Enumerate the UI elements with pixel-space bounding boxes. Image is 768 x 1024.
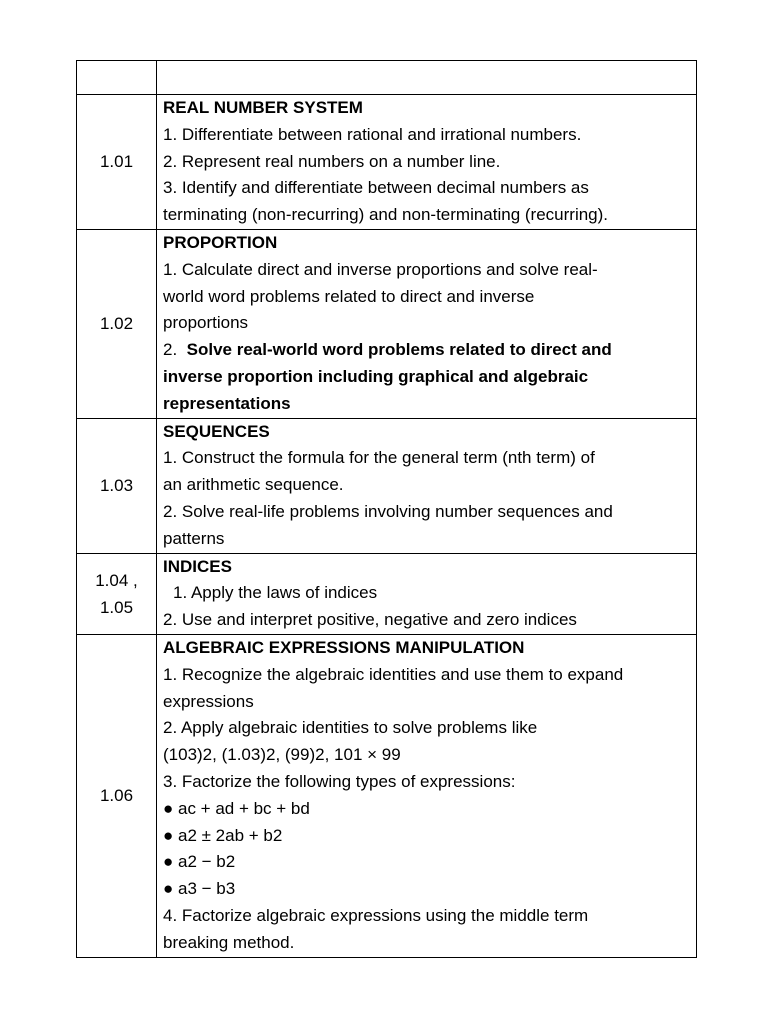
topic-line: breaking method. <box>163 932 295 952</box>
topic-line-bold: inverse proportion including graphical and algebraic <box>163 366 589 386</box>
item-prefix: 2. <box>163 340 178 360</box>
topic-line-bold: representations <box>163 393 291 413</box>
topic-content <box>157 634 697 957</box>
topic-number-text: 1.04 , <box>95 570 138 590</box>
bold-text: Solve real-world word problems related to direct and <box>186 340 612 360</box>
header-cell-number <box>77 61 157 95</box>
topic-title: PROPORTION <box>163 232 278 252</box>
topic-line: an arithmetic sequence. <box>163 475 344 495</box>
topic-number <box>77 418 157 553</box>
topic-line: patterns <box>163 528 225 548</box>
topic-line: 1. Calculate direct and inverse proportions and solve real- <box>163 259 598 279</box>
topic-title: REAL NUMBER SYSTEM <box>163 98 363 117</box>
syllabus-table <box>76 60 697 958</box>
table-row <box>77 553 697 634</box>
topic-line: ● ac + ad + bc + bd <box>163 798 310 818</box>
topic-title: INDICES <box>163 556 232 576</box>
topic-number-text: 1.03 <box>99 476 134 496</box>
topic-line: world word problems related to direct and inverse <box>163 286 535 306</box>
topic-title: SEQUENCES <box>163 421 270 441</box>
topic-number-text: 1.05 <box>99 597 134 617</box>
topic-content <box>157 418 697 553</box>
topic-number <box>77 229 157 418</box>
table-row <box>77 418 697 553</box>
header-row <box>77 61 697 95</box>
topic-number-text: 1.02 <box>99 314 134 334</box>
topic-line: 3. Identify and differentiate between decimal numbers as <box>163 178 589 198</box>
table-row <box>77 95 697 230</box>
topic-line: 2. Solve real-life problems involving number sequences and <box>163 501 613 521</box>
topic-number <box>77 634 157 957</box>
topic-line: 1. Construct the formula for the general term (nth term) of <box>163 448 595 468</box>
topic-line: 2. Apply algebraic identities to solve problems like <box>163 718 538 738</box>
topic-number <box>77 553 157 634</box>
topic-line: ● a2 ± 2ab + b2 <box>163 825 283 845</box>
topic-line: ● a3 − b3 <box>163 879 236 899</box>
table-row <box>77 634 697 957</box>
topic-line: 3. Factorize the following types of expressions: <box>163 771 516 791</box>
topic-line: 2. Represent real numbers on a number line. <box>163 151 501 171</box>
topic-line: (103)2, (1.03)2, (99)2, 101 × 99 <box>163 745 401 765</box>
topic-line: terminating (non-recurring) and non-terminating (recurring). <box>163 205 609 225</box>
topic-number-text: 1.01 <box>99 152 134 172</box>
topic-line: 4. Factorize algebraic expressions using the middle term <box>163 905 589 925</box>
topic-line-item2 <box>163 337 692 364</box>
topic-line: expressions <box>163 691 254 711</box>
topic-number-text: 1.06 <box>99 786 134 806</box>
topic-content <box>157 229 697 418</box>
topic-content <box>157 553 697 634</box>
table-row <box>77 229 697 418</box>
header-cell-content <box>157 61 697 95</box>
topic-line: proportions <box>163 313 249 333</box>
topic-line: 1. Differentiate between rational and irrational numbers. <box>163 124 582 144</box>
topic-title: ALGEBRAIC EXPRESSIONS MANIPULATION <box>163 637 525 657</box>
topic-line: 2. Use and interpret positive, negative and zero indices <box>163 610 577 630</box>
topic-content <box>157 95 697 230</box>
topic-line: 1. Apply the laws of indices <box>173 583 378 603</box>
topic-line: ● a2 − b2 <box>163 852 236 872</box>
topic-number <box>77 95 157 230</box>
topic-line: 1. Recognize the algebraic identities and use them to expand <box>163 664 624 684</box>
